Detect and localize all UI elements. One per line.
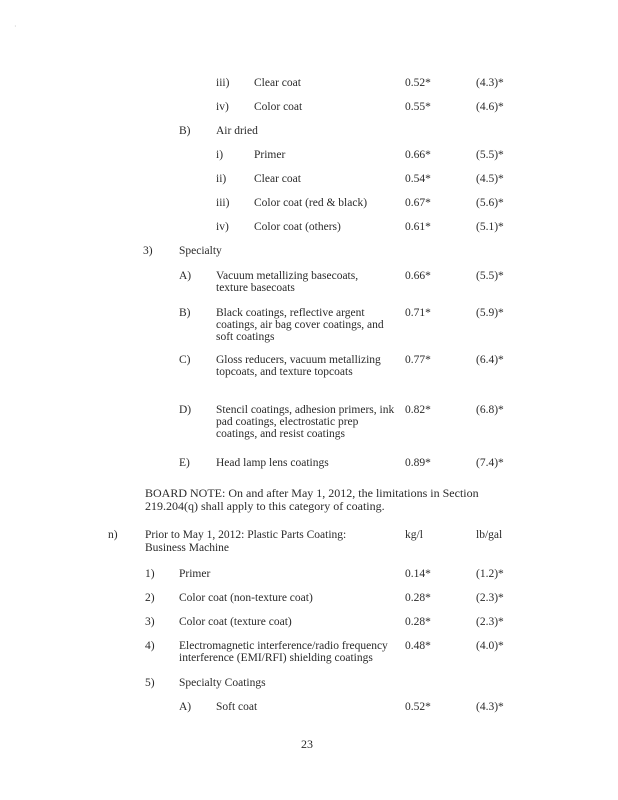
row-label: Air dried xyxy=(216,125,258,137)
row-kg-value: 0.54* xyxy=(405,173,431,185)
row-lb-value: (5.5)* xyxy=(476,149,504,161)
row-kg-value: 0.71* xyxy=(405,307,431,319)
row-label: Vacuum metallizing basecoats, texture basecoats xyxy=(216,270,359,294)
row-number: B) xyxy=(179,307,191,319)
row-number: iv) xyxy=(216,221,229,233)
section-letter: n) xyxy=(108,529,118,541)
row-number: A) xyxy=(179,701,192,713)
scan-speck: · xyxy=(14,22,17,31)
row-kg-value: 0.66* xyxy=(405,149,431,161)
row-label: Color coat (others) xyxy=(254,221,341,233)
row-kg-value: 0.82* xyxy=(405,404,431,416)
row-lb-value: (4.3)* xyxy=(476,77,504,89)
row-number: ii) xyxy=(216,173,227,185)
row-label: Primer xyxy=(179,568,211,580)
row-label: Gloss reducers, vacuum metallizing topcoats, and texture topcoats xyxy=(216,354,381,378)
row-kg-value: 0.28* xyxy=(405,592,431,604)
page-number: 23 xyxy=(301,737,313,751)
row-label: Head lamp lens coatings xyxy=(216,457,329,469)
row-kg-value: 0.77* xyxy=(405,354,431,366)
row-kg-value: 0.14* xyxy=(405,568,431,580)
row-label: Electromagnetic interference/radio frequency interference (EMI/RFI) shielding coatings xyxy=(179,640,388,664)
row-label: Color coat xyxy=(254,101,303,113)
row-number: E) xyxy=(179,457,190,469)
board-note: BOARD NOTE: On and after May 1, 2012, the limitations in Section 219.204(q) shall apply to this category of coating. xyxy=(145,486,479,513)
row-number: B) xyxy=(179,125,191,137)
row-number: A) xyxy=(179,270,192,282)
row-number: C) xyxy=(179,354,191,366)
row-lb-value: (2.3)* xyxy=(476,616,504,628)
row-label: Specialty xyxy=(179,245,222,257)
row-label: Stencil coatings, adhesion primers, ink pad coatings, electrostatic prep coatings, and resist coatings xyxy=(216,404,395,440)
row-label: Color coat (non-texture coat) xyxy=(179,592,313,604)
lb-unit-header: lb/gal xyxy=(476,529,503,541)
row-number: iii) xyxy=(216,77,230,89)
row-lb-value: (1.2)* xyxy=(476,568,504,580)
row-label: Black coatings, reflective argent coatings, air bag cover coatings, and soft coatings xyxy=(216,307,384,343)
row-lb-value: (4.3)* xyxy=(476,701,504,713)
row-label: Specialty Coatings xyxy=(179,677,266,689)
row-number: i) xyxy=(216,149,224,161)
row-lb-value: (6.8)* xyxy=(476,404,504,416)
row-lb-value: (5.5)* xyxy=(476,270,504,282)
row-lb-value: (5.6)* xyxy=(476,197,504,209)
row-lb-value: (4.6)* xyxy=(476,101,504,113)
row-kg-value: 0.66* xyxy=(405,270,431,282)
row-lb-value: (2.3)* xyxy=(476,592,504,604)
row-label: Clear coat xyxy=(254,77,301,89)
row-number: iv) xyxy=(216,101,229,113)
row-label: Clear coat xyxy=(254,173,301,185)
row-lb-value: (4.0)* xyxy=(476,640,504,652)
row-number: 2) xyxy=(145,592,155,604)
row-number: 5) xyxy=(145,677,155,689)
row-number: 1) xyxy=(145,568,155,580)
section-title: Prior to May 1, 2012: Plastic Parts Coating: Business Machine xyxy=(145,529,347,554)
row-kg-value: 0.48* xyxy=(405,640,431,652)
row-lb-value: (5.9)* xyxy=(476,307,504,319)
row-kg-value: 0.61* xyxy=(405,221,431,233)
row-kg-value: 0.52* xyxy=(405,77,431,89)
row-kg-value: 0.55* xyxy=(405,101,431,113)
row-label: Soft coat xyxy=(216,701,258,713)
row-kg-value: 0.52* xyxy=(405,701,431,713)
row-number: D) xyxy=(179,404,192,416)
row-lb-value: (5.1)* xyxy=(476,221,504,233)
row-number: 3) xyxy=(143,245,153,257)
row-lb-value: (6.4)* xyxy=(476,354,504,366)
row-lb-value: (4.5)* xyxy=(476,173,504,185)
row-kg-value: 0.89* xyxy=(405,457,431,469)
kg-unit-header: kg/l xyxy=(405,529,423,541)
row-number: 3) xyxy=(145,616,155,628)
row-label: Primer xyxy=(254,149,286,161)
row-number: 4) xyxy=(145,640,155,652)
row-kg-value: 0.67* xyxy=(405,197,431,209)
row-number: iii) xyxy=(216,197,230,209)
row-label: Color coat (red & black) xyxy=(254,197,368,209)
row-lb-value: (7.4)* xyxy=(476,457,504,469)
row-label: Color coat (texture coat) xyxy=(179,616,292,628)
row-kg-value: 0.28* xyxy=(405,616,431,628)
